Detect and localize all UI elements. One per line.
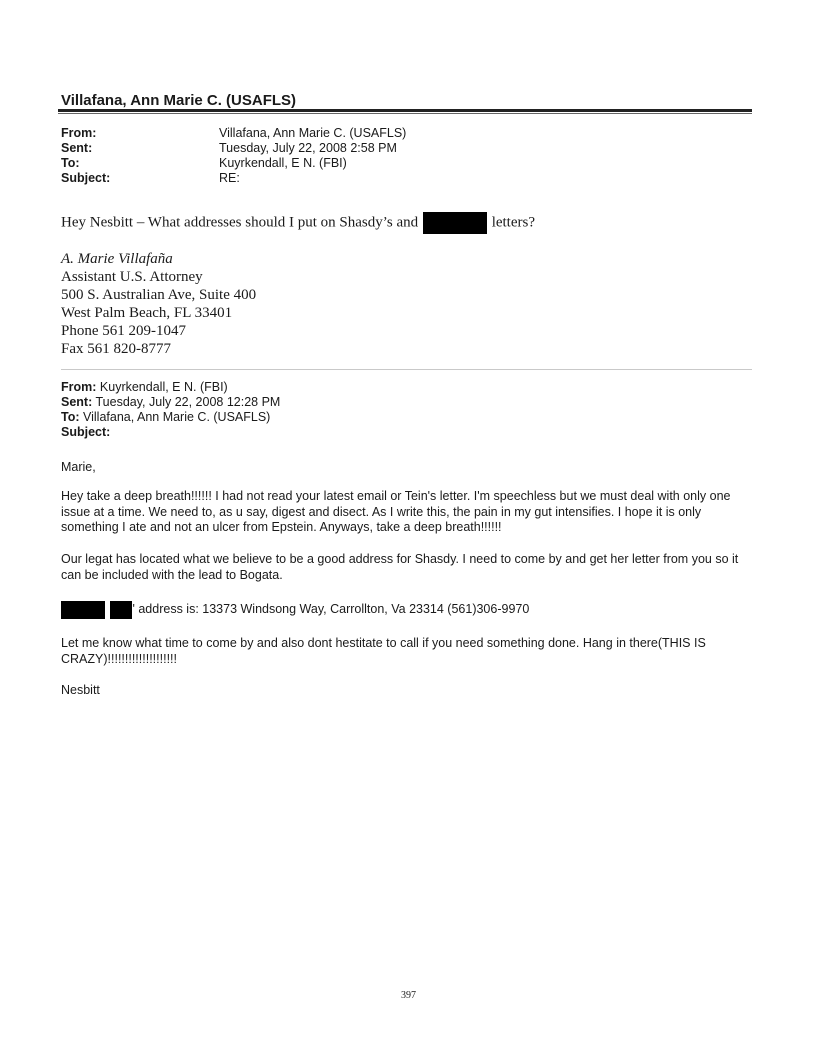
- message-paragraph-1: Hey take a deep breath!!!!!! I had not read your latest email or Tein's letter. I'm speechless but we must deal with only one issue at a time. We need to, as u say, digest and disect. As I write this, the pain in my gut intensifies. I hope it is only something I ate and not an ulcer from Epstein. Anyways, take a deep breath!!!!!!: [61, 489, 731, 534]
- header-to-value: Kuyrkendall, E N. (FBI): [219, 156, 347, 170]
- page-number: 397: [401, 990, 416, 1001]
- title-rule-thin: [58, 113, 752, 114]
- header-from-label: From:: [61, 126, 97, 140]
- message-greeting: Marie,: [61, 460, 96, 474]
- forwarded-subject-row: [61, 425, 110, 440]
- redaction-box: [110, 601, 132, 619]
- forwarded-sent-label: Sent:: [61, 395, 93, 409]
- reply-text-before: Hey Nesbitt – What addresses should I put on Shasdy’s and: [61, 214, 419, 231]
- header-sent-value: Tuesday, July 22, 2008 2:58 PM: [219, 141, 397, 155]
- header-subject-value: RE:: [219, 171, 240, 185]
- signature-street: 500 S. Australian Ave, Suite 400: [61, 287, 257, 303]
- reply-text-after: letters?: [491, 214, 535, 231]
- message-paragraph-2: Our legat has located what we believe to be a good address for Shasdy. I need to come by and get her letter from you so it can be included with the lead to Bogata.: [61, 552, 739, 582]
- forwarded-from-row: [61, 380, 228, 395]
- message-separator: [61, 369, 752, 370]
- header-from-value: Villafana, Ann Marie C. (USAFLS): [219, 126, 407, 140]
- document-title: Villafana, Ann Marie C. (USAFLS): [61, 92, 297, 109]
- forwarded-to-row: [61, 410, 270, 425]
- signature-city: West Palm Beach, FL 33401: [61, 305, 233, 321]
- redaction-box: [61, 601, 105, 619]
- forwarded-to-label: To:: [61, 410, 80, 424]
- reply-line: [61, 212, 535, 234]
- forwarded-from-label: From:: [61, 380, 97, 394]
- signature-name: A. Marie Villafaña: [61, 251, 173, 267]
- header-subject-label: Subject:: [61, 171, 111, 185]
- forwarded-sent-value: Tuesday, July 22, 2008 12:28 PM: [95, 395, 281, 409]
- address-line: [61, 600, 529, 619]
- forwarded-from-value: Kuyrkendall, E N. (FBI): [99, 380, 228, 394]
- signature-phone: Phone 561 209-1047: [61, 323, 186, 339]
- forwarded-sent-row: [61, 395, 280, 410]
- title-rule: [58, 109, 752, 112]
- address-text: ' address is: 13373 Windsong Way, Carrollton, Va 23314 (561)306-9970: [132, 602, 530, 616]
- header-to-label: To:: [61, 156, 80, 170]
- redaction-box: [423, 212, 487, 234]
- signature-role: Assistant U.S. Attorney: [61, 269, 203, 285]
- forwarded-subject-label: Subject:: [61, 425, 111, 439]
- forwarded-to-value: Villafana, Ann Marie C. (USAFLS): [83, 410, 271, 424]
- signature-fax: Fax 561 820-8777: [61, 341, 171, 357]
- header-sent-label: Sent:: [61, 141, 93, 155]
- message-paragraph-3: Let me know what time to come by and also dont hestitate to call if you need something done. Hang in there(THIS IS CRAZY)!!!!!!!!!!!!!!!!!!!!: [61, 636, 706, 666]
- message-signoff: Nesbitt: [61, 683, 100, 697]
